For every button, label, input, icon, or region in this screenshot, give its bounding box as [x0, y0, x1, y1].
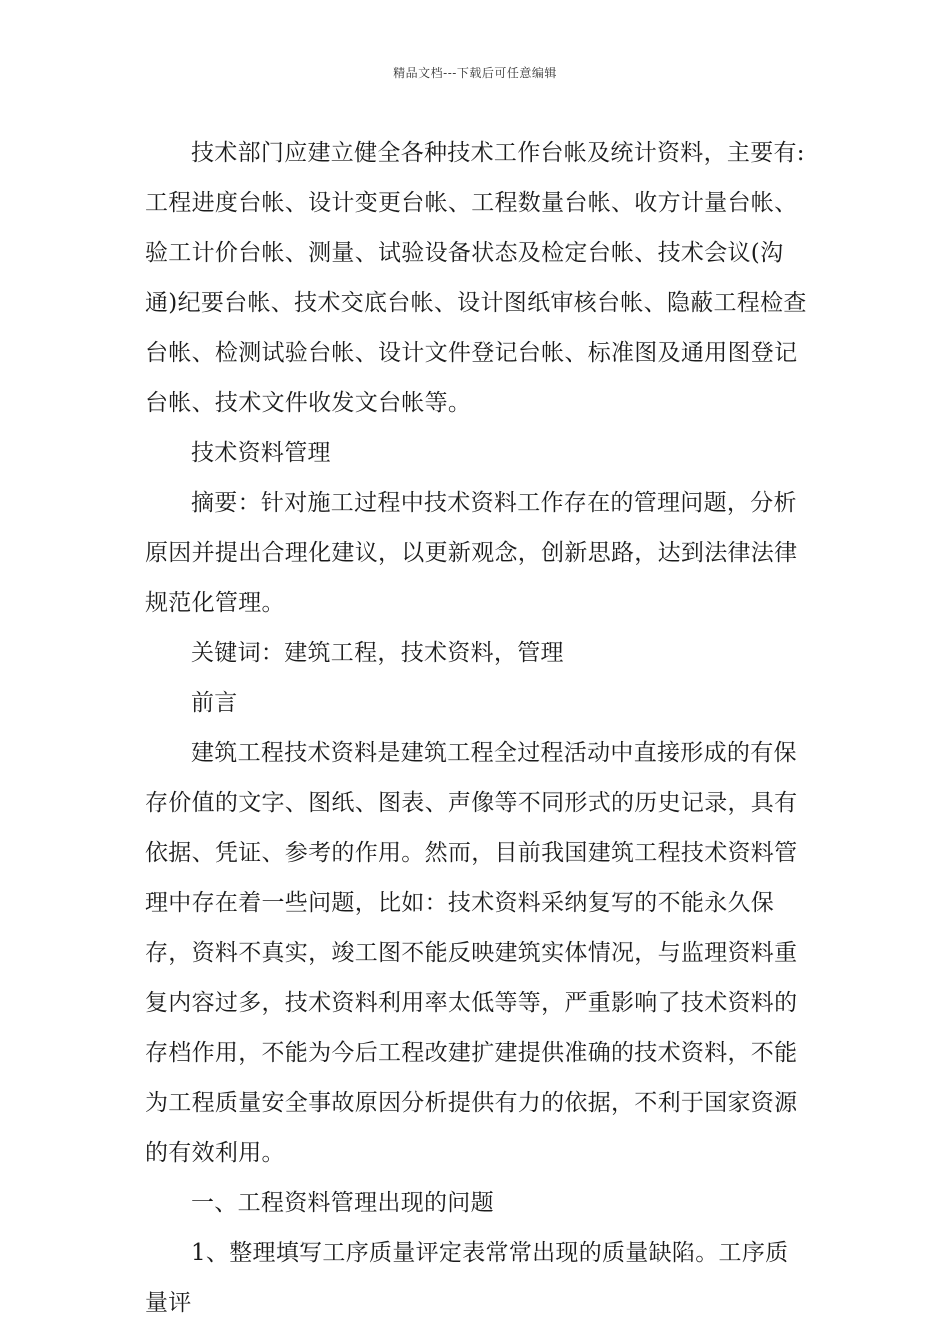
section-title-problems: 一、工程资料管理出现的问题: [191, 1190, 494, 1216]
paragraph-problem-1: 1、整理填写工序质量评定表常常出现的质量缺陷。工序质量评: [145, 1240, 789, 1316]
page-header: 精品文档---下载后可任意编辑: [393, 66, 557, 80]
paragraph-ledgers: 技术部门应建立健全各种技术工作台帐及统计资料，主要有:工程进度台帐、设计变更台帐、工程数量台帐、收方计量台帐、验工计价台帐、测量、试验设备状态及检定台帐、技术会议(沟通)纪要台帐、技术交底台帐、设计图纸审核台帐、隐蔽工程检查台帐、检测试验台帐、设计文件登记台帐、标准图及通用图登记台帐、技术文件收发文台帐等。: [145, 140, 807, 416]
section-title-preface: 前言: [191, 690, 238, 716]
paragraph-abstract: 摘要：针对施工过程中技术资料工作存在的管理问题，分析原因并提出合理化建议，以更新观念，创新思路，达到法律法律规范化管理。: [145, 490, 798, 616]
document-body: [145, 128, 810, 1328]
paragraph-preface-body: 建筑工程技术资料是建筑工程全过程活动中直接形成的有保存价值的文字、图纸、图表、声像等不同形式的历史记录，具有依据、凭证、参考的作用。然而，目前我国建筑工程技术资料管理中存在着一些问题，比如：技术资料采纳复写的不能永久保存，资料不真实，竣工图不能反映建筑实体情况，与监理资料重复内容过多，技术资料利用率太低等等，严重影响了技术资料的存档作用，不能为今后工程改建扩建提供准确的技术资料，不能为工程质量安全事故原因分析提供有力的依据，不利于国家资源的有效利用。: [145, 740, 798, 1166]
paragraph-keywords: 关键词：建筑工程，技术资料，管理: [191, 640, 564, 666]
section-title-tech-data-management: 技术资料管理: [191, 440, 331, 466]
